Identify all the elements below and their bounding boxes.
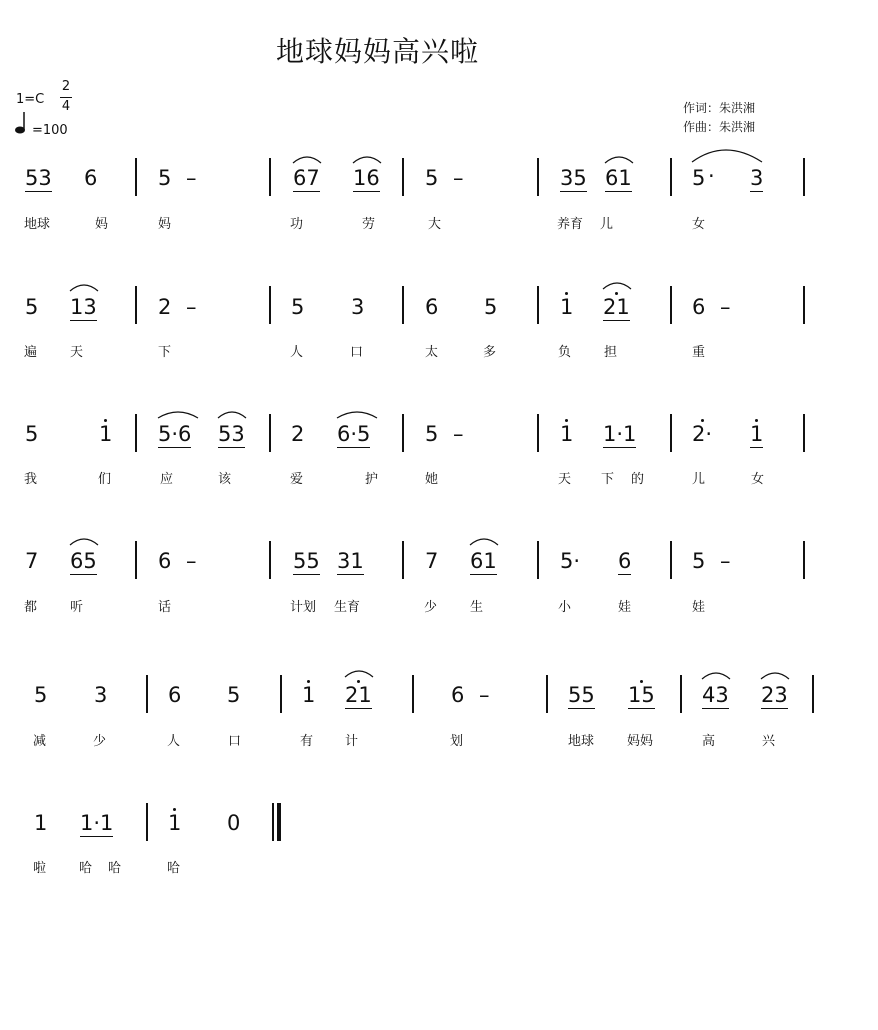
lyric: 地球 <box>568 734 595 749</box>
lyric: 儿 <box>600 217 614 232</box>
dash: – <box>453 422 464 446</box>
note: 5 <box>25 422 39 446</box>
note: 2 <box>291 422 305 446</box>
lyric: 兴 <box>762 734 776 749</box>
lyric: 妈 <box>95 217 109 232</box>
lyric: 重 <box>692 345 706 360</box>
slur <box>761 673 789 679</box>
lyric: 计划 <box>290 600 317 615</box>
lyric: 女 <box>751 472 765 487</box>
lyric: 妈妈 <box>627 734 654 749</box>
slur <box>70 285 98 291</box>
lyric: 哈 <box>108 861 122 876</box>
lyric: 话 <box>158 600 172 615</box>
lyric: 人 <box>290 345 304 360</box>
lyric: 的 <box>631 472 645 487</box>
note: 55 <box>568 683 595 707</box>
lyric: 养育 <box>557 217 584 232</box>
slur <box>603 283 631 289</box>
dash: – <box>186 166 197 190</box>
note: 61 <box>605 166 632 190</box>
note: 6·5 <box>337 422 371 446</box>
composer: 作曲：朱洪湘 <box>683 120 756 134</box>
note: 5 <box>158 166 172 190</box>
lyric: 劳 <box>362 217 376 232</box>
lyric: 哈 <box>79 861 93 876</box>
lyric: 少 <box>93 734 107 749</box>
lyric: 减 <box>33 734 47 749</box>
note: 6 <box>451 683 465 707</box>
lyric: 大 <box>428 217 442 232</box>
note: 2 <box>158 295 172 319</box>
note: 55 <box>293 549 320 573</box>
slur <box>353 157 381 163</box>
lyric: 高 <box>702 734 716 749</box>
lyric: 有 <box>300 734 314 749</box>
note: 1 <box>560 295 574 319</box>
lyric: 小 <box>558 600 572 615</box>
slur <box>293 157 321 163</box>
lyric: 太 <box>425 345 439 360</box>
lyric: 生育 <box>334 600 361 615</box>
key-signature: 1=C <box>16 92 45 107</box>
lyric: 都 <box>24 600 38 615</box>
lyric: 少 <box>424 600 438 615</box>
note: 1 <box>302 683 316 707</box>
lyric: 天 <box>70 345 84 360</box>
note: 31 <box>337 549 364 573</box>
rest: 0 <box>227 811 241 835</box>
note: 21 <box>345 683 372 707</box>
lyric: 下 <box>158 345 172 360</box>
note: 5 <box>692 166 706 190</box>
lyric: 多 <box>483 345 497 360</box>
note: 6 <box>425 295 439 319</box>
note: 2· <box>692 422 713 446</box>
note: 65 <box>70 549 97 573</box>
note: 53 <box>25 166 52 190</box>
note: 7 <box>25 549 39 573</box>
note: 5·6 <box>158 422 192 446</box>
lyric: 啦 <box>33 861 47 876</box>
song-title: 地球妈妈高兴啦 <box>276 35 480 68</box>
note: 35 <box>560 166 587 190</box>
note: 5 <box>34 683 48 707</box>
dash: – <box>453 166 464 190</box>
note: 53 <box>218 422 245 446</box>
lyric: 功 <box>290 217 304 232</box>
lyric: 生 <box>470 600 484 615</box>
lyric: 应 <box>160 472 174 487</box>
slur <box>702 673 730 679</box>
note: 3 <box>351 295 365 319</box>
note: 1 <box>168 811 182 835</box>
slur <box>692 150 762 162</box>
note: 6 <box>692 295 706 319</box>
note: 1 <box>99 422 113 446</box>
lyric: 她 <box>425 472 439 487</box>
lyric: 护 <box>365 472 379 487</box>
note: 21 <box>603 295 630 319</box>
note: 13 <box>70 295 97 319</box>
note: 1 <box>750 422 764 446</box>
slur <box>337 412 377 418</box>
lyric: 天 <box>558 472 572 487</box>
time-sig-top: 2 <box>61 79 71 94</box>
lyric: 该 <box>218 472 232 487</box>
dash: – <box>186 549 197 573</box>
note: 1 <box>560 422 574 446</box>
note: 61 <box>470 549 497 573</box>
lyric: 口 <box>350 345 364 360</box>
slur <box>470 539 498 545</box>
slur <box>218 412 246 418</box>
dash: – <box>479 683 490 707</box>
lyric: 儿 <box>692 472 706 487</box>
note: 1·1 <box>80 811 114 835</box>
lyric: 女 <box>692 217 706 232</box>
slur <box>345 671 373 677</box>
note: 6 <box>158 549 172 573</box>
note: 6 <box>618 549 632 573</box>
note: 6 <box>84 166 98 190</box>
note: 5 <box>484 295 498 319</box>
lyricist: 作词：朱洪湘 <box>683 101 756 115</box>
slur <box>70 539 98 545</box>
lyric: 娃 <box>692 600 706 615</box>
lyric: 哈 <box>167 861 181 876</box>
augmentation-dot: · <box>708 164 715 188</box>
lyric: 划 <box>450 734 464 749</box>
dash: – <box>186 295 197 319</box>
lyric: 遍 <box>24 345 38 360</box>
tempo-mark: =100 <box>32 123 68 138</box>
dash: – <box>720 549 731 573</box>
note: 5 <box>25 295 39 319</box>
note: 6 <box>168 683 182 707</box>
lyric: 爱 <box>290 472 304 487</box>
note: 43 <box>702 683 729 707</box>
note: 15 <box>628 683 655 707</box>
lyric: 听 <box>70 600 84 615</box>
slur <box>605 157 633 163</box>
note: 5 <box>425 422 439 446</box>
note: 5 <box>425 166 439 190</box>
slur <box>158 412 198 418</box>
note: 5· <box>560 549 581 573</box>
note: 7 <box>425 549 439 573</box>
note: 1 <box>34 811 48 835</box>
lyric: 们 <box>98 472 112 487</box>
lyric: 口 <box>228 734 242 749</box>
lyric: 担 <box>604 345 618 360</box>
note: 5 <box>692 549 706 573</box>
lyric: 下 <box>601 472 615 487</box>
note: 1·1 <box>603 422 637 446</box>
dash: – <box>720 295 731 319</box>
note: 16 <box>353 166 380 190</box>
note: 23 <box>761 683 788 707</box>
lyric: 妈 <box>158 217 172 232</box>
lyric: 我 <box>24 472 38 487</box>
note: 5 <box>291 295 305 319</box>
lyric: 负 <box>558 345 572 360</box>
lyric: 计 <box>345 734 359 749</box>
lyric: 娃 <box>618 600 632 615</box>
note: 67 <box>293 166 320 190</box>
note: 3 <box>94 683 108 707</box>
lyric: 地球 <box>24 217 51 232</box>
note: 5 <box>227 683 241 707</box>
lyric: 人 <box>167 734 181 749</box>
note: 3 <box>750 166 764 190</box>
time-sig-bottom: 4 <box>61 99 71 114</box>
